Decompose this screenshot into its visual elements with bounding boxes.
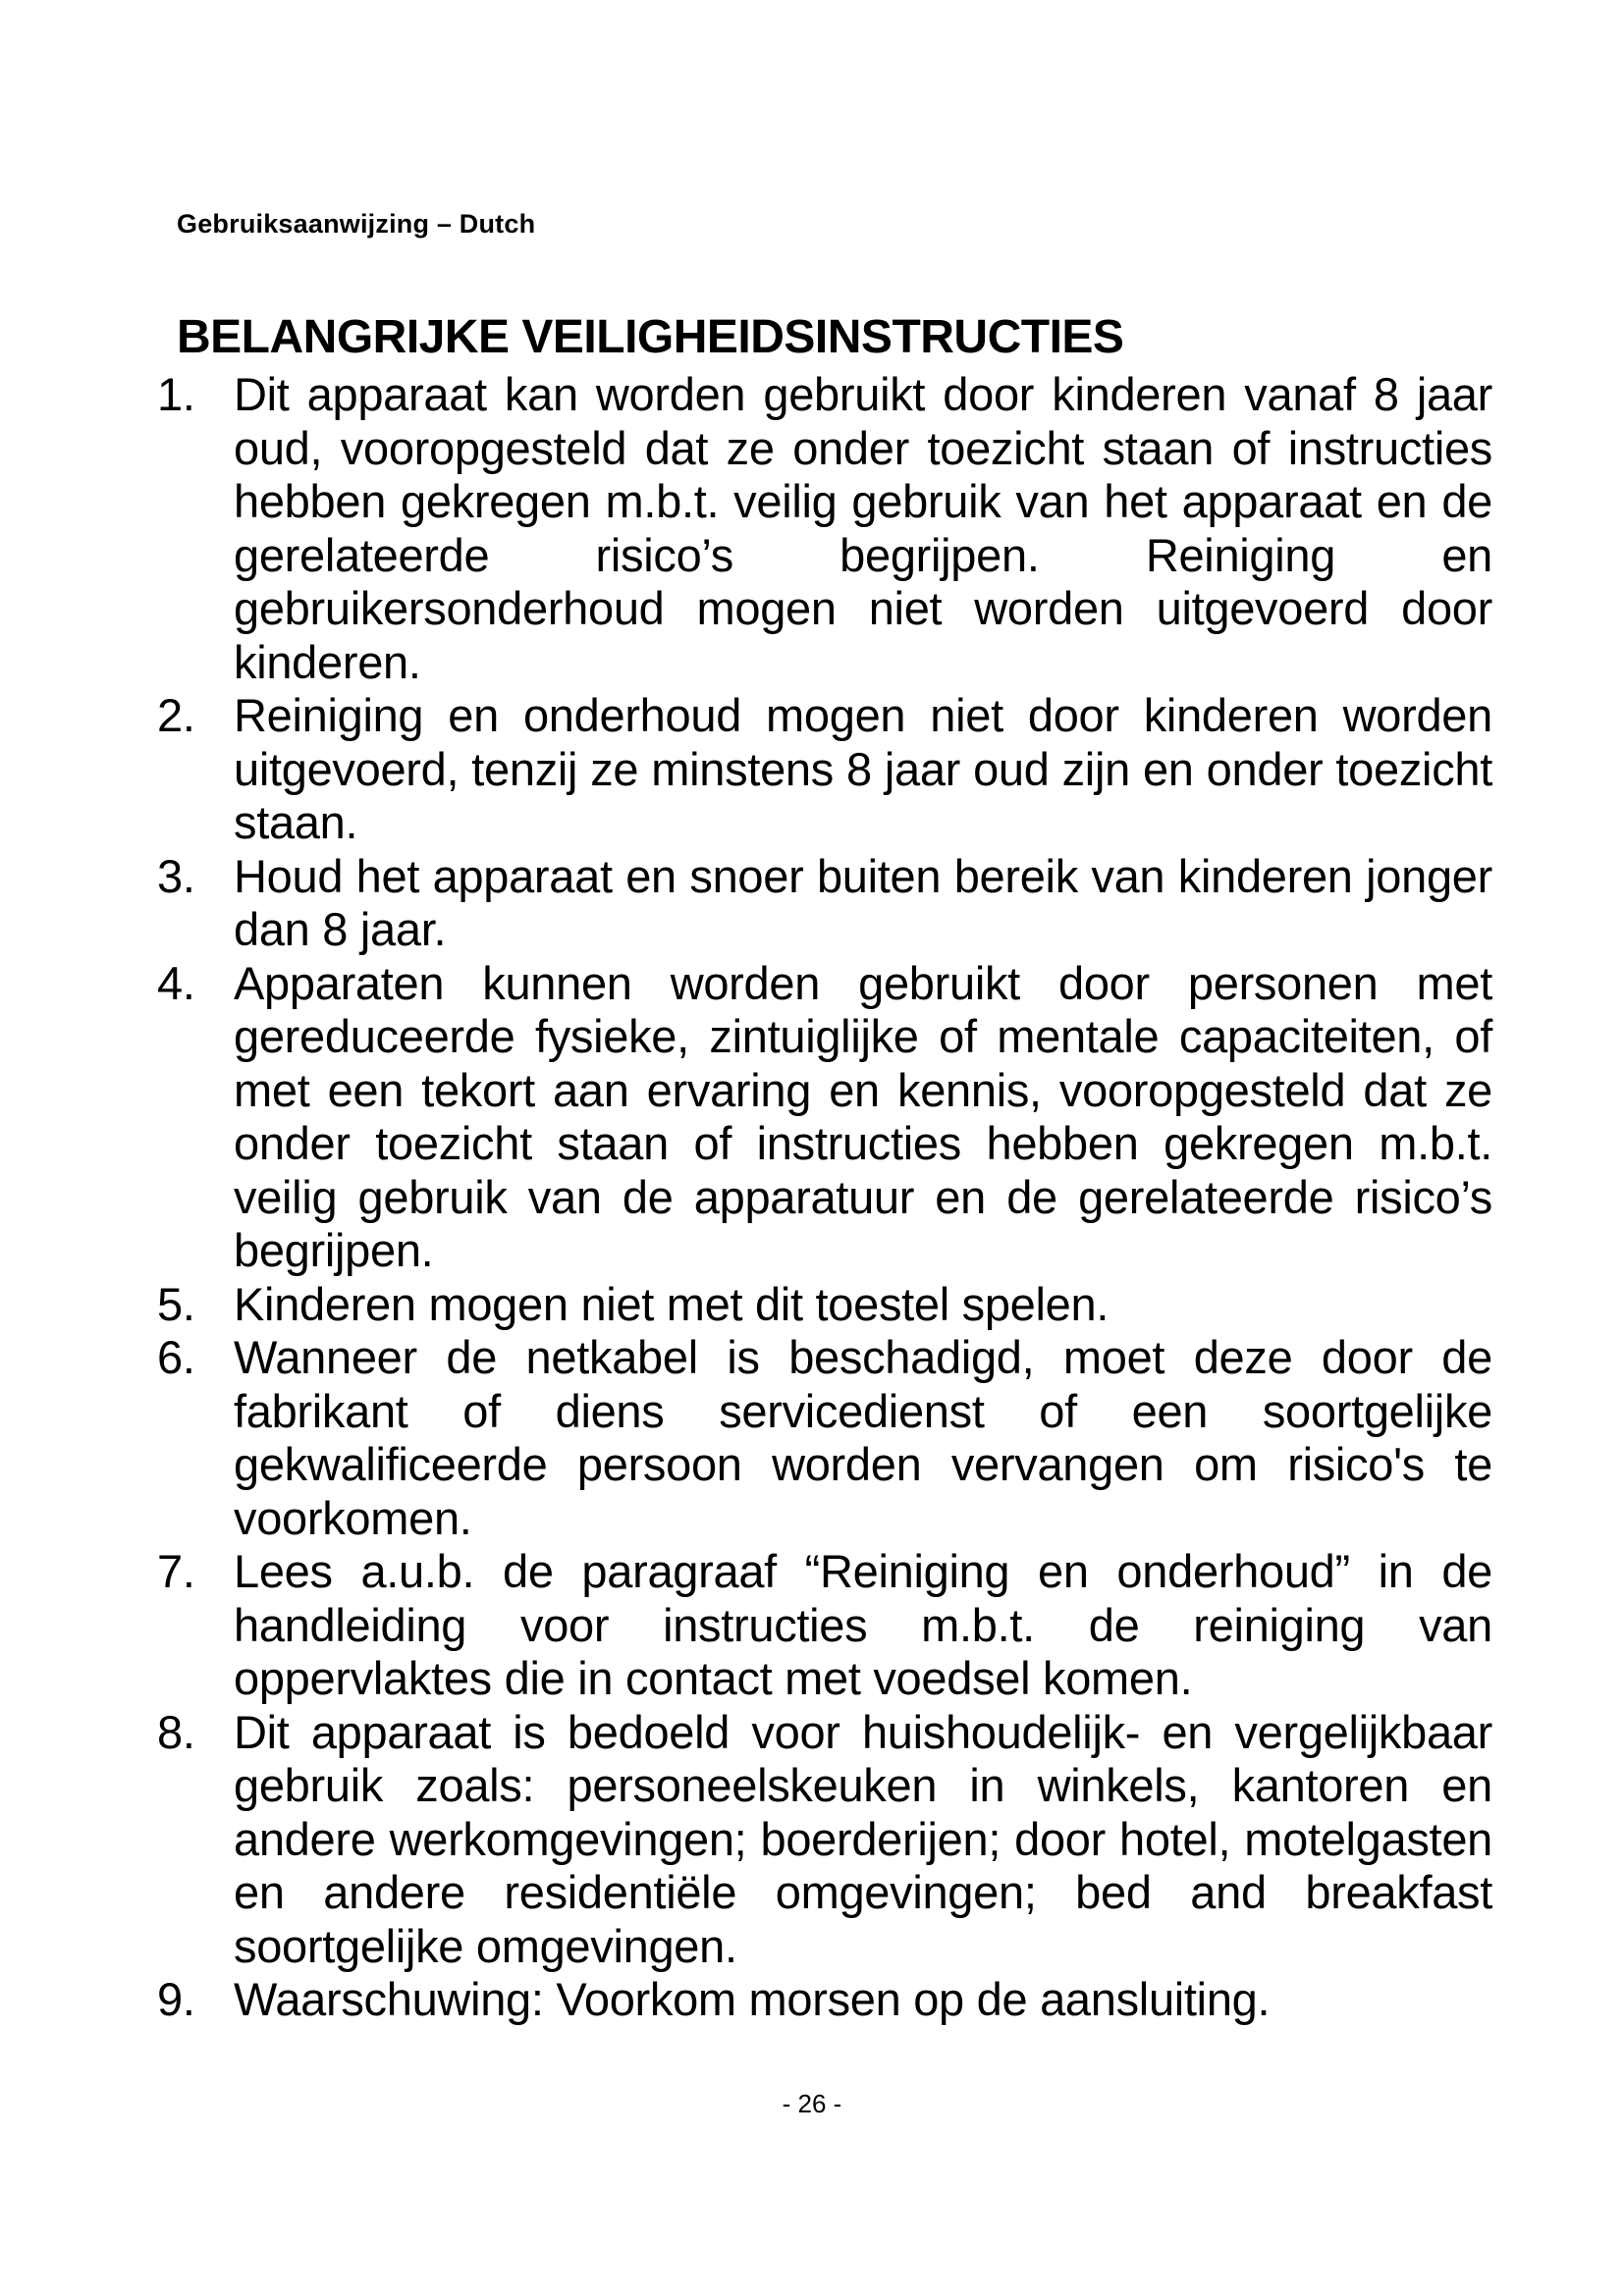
- page-number: - 26 -: [782, 2089, 842, 2118]
- item-text: Wanneer de netkabel is beschadigd, moet deze door de fabrikant of diens servicedienst of een soortgelijke gekwalificeerde persoon worden vervangen om risico's te voorkomen.: [234, 1331, 1492, 1544]
- item-text: Reiniging en onderhoud mogen niet door kinderen worden uitgevoerd, tenzij ze minstens 8 jaar oud zijn en onder toezicht staan.: [234, 689, 1492, 848]
- list-item: [157, 1331, 1492, 1545]
- item-number: 9.: [157, 1973, 195, 2025]
- item-text: Dit apparaat is bedoeld voor huishoudelijk- en vergelijkbaar gebruik zoals: personeelskeuken in winkels, kantoren en andere werkomgevingen; boerderijen; door hotel, motelgasten en andere residentiële omgevingen; bed and breakfast soortgelijke omgevingen.: [234, 1705, 1492, 1972]
- item-text: Houd het apparaat en snoer buiten bereik van kinderen jonger dan 8 jaar.: [234, 849, 1492, 955]
- item-number: 5.: [157, 1277, 195, 1330]
- list-item: [157, 368, 1492, 689]
- safety-instructions-list: [157, 368, 1492, 2027]
- item-text: Waarschuwing: Voorkom morsen op de aansluiting.: [234, 1973, 1271, 2025]
- list-item: [157, 1278, 1492, 1332]
- item-number: 6.: [157, 1331, 195, 1383]
- list-item: [157, 689, 1492, 850]
- list-item: [157, 957, 1492, 1278]
- item-number: 2.: [157, 689, 195, 741]
- list-item: [157, 1545, 1492, 1706]
- list-item: [157, 1706, 1492, 1974]
- item-number: 3.: [157, 849, 195, 902]
- item-number: 4.: [157, 956, 195, 1009]
- item-number: 1.: [157, 368, 195, 420]
- list-item: [157, 1973, 1492, 2027]
- item-text: Lees a.u.b. de paragraaf “Reiniging en onderhoud” in de handleiding voor instructies m.b.t. de reiniging van oppervlaktes die in contact met voedsel komen.: [234, 1545, 1492, 1704]
- item-text: Apparaten kunnen worden gebruikt door personen met gereduceerde fysieke, zintuiglijke of mentale capaciteiten, of met een tekort aan ervaring en kennis, vooropgesteld dat ze onder toezicht staan of instructies hebben gekregen m.b.t. veilig gebruik van de apparatuur en de gerelateerde risico’s begrijpen.: [234, 956, 1492, 1276]
- item-text: Kinderen mogen niet met dit toestel spelen.: [234, 1277, 1110, 1330]
- item-number: 8.: [157, 1705, 195, 1758]
- item-text: Dit apparaat kan worden gebruikt door kinderen vanaf 8 jaar oud, vooropgesteld dat ze onder toezicht staan of instructies hebben gekregen m.b.t. veilig gebruik van het apparaat en de gerelateerde risico’s begrijpen. Reiniging en gebruikersonderhoud mogen niet worden uitgevoerd door kinderen.: [234, 368, 1492, 688]
- item-number: 7.: [157, 1545, 195, 1597]
- list-item: [157, 850, 1492, 957]
- section-title: BELANGRIJKE VEILIGHEIDSINSTRUCTIES: [177, 311, 1124, 363]
- page-header: Gebruiksaanwijzing – Dutch: [177, 209, 536, 239]
